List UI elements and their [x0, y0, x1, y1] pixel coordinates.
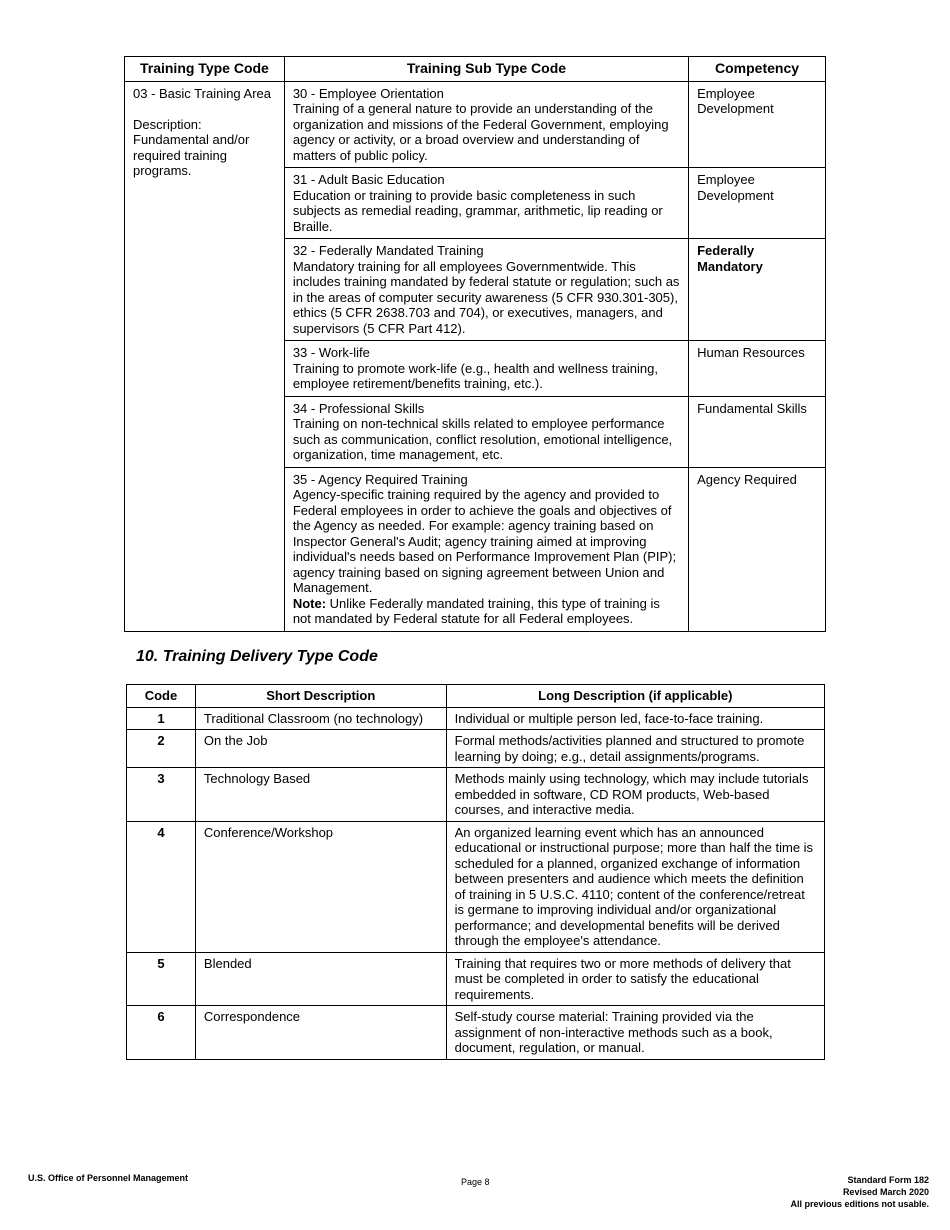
- short-description-cell: Conference/Workshop: [195, 821, 446, 952]
- sub-type-cell: [284, 81, 688, 168]
- table-row: [127, 952, 825, 1006]
- long-description-cell: Training that requires two or more methods of delivery that must be completed in order to satisfy the educational requirements.: [446, 952, 824, 1006]
- header-training-type-code: Training Type Code: [125, 57, 285, 82]
- code-cell: 1: [127, 707, 196, 730]
- short-description-cell: On the Job: [195, 730, 446, 768]
- type-code-desc-label: Description:: [133, 116, 202, 132]
- footer-page-number: Page 8: [461, 1177, 490, 1187]
- short-description-cell: Blended: [195, 952, 446, 1006]
- sub-type-cell: [284, 396, 688, 467]
- sub-type-desc: Training of a general nature to provide an understanding of the organization and missions of the Federal Government, employing agency or activity, or a broad overview and understanding of matters of public policy.: [292, 101, 669, 163]
- footer-revision: Revised March 2020: [842, 1187, 929, 1197]
- table-row: [127, 821, 825, 952]
- sub-type-desc: Training to promote work-life (e.g., health and wellness training, employee retirement/benefits training, etc.).: [292, 360, 658, 391]
- competency-cell: Fundamental Skills: [689, 396, 826, 467]
- short-description-cell: Correspondence: [195, 1006, 446, 1060]
- footer-form-info: [790, 1174, 929, 1210]
- table-row: [127, 730, 825, 768]
- long-description-cell: Individual or multiple person led, face-to-face training.: [446, 707, 824, 730]
- code-cell: 2: [127, 730, 196, 768]
- sub-type-cell: [284, 467, 688, 631]
- sub-type-title: 33 - Work-life: [292, 345, 370, 360]
- note-label: Note:: [292, 595, 327, 611]
- type-code-desc-text: Fundamental and/or required training programs.: [133, 132, 250, 178]
- long-description-cell: Formal methods/activities planned and structured to promote learning by doing; e.g., detail assignments/programs.: [446, 730, 824, 768]
- long-description-cell: An organized learning event which has an announced educational or instructional purpose; more than half the time is scheduled for a planned, organized exchange of information between presenters and audience which meets the definition of training in 5 U.S.C. 4110; content of the conference/retreat is germane to improving individual and/or organizational performance; and developmental benefits will be derived through the employee's attendance.: [446, 821, 824, 952]
- sub-type-title: 34 - Professional Skills: [292, 400, 425, 416]
- sub-type-cell: [284, 341, 688, 397]
- header-training-sub-type-code: Training Sub Type Code: [284, 57, 688, 82]
- section-heading: 10. Training Delivery Type Code: [136, 648, 378, 665]
- sub-type-desc: Education or training to provide basic completeness in such subjects as remedial reading, grammar, arithmetic, lip reading or Braille.: [292, 187, 663, 234]
- competency-cell: Federally Mandatory: [689, 239, 826, 341]
- code-cell: 4: [127, 821, 196, 952]
- competency-cell: Agency Required: [689, 467, 826, 631]
- training-type-table: [124, 56, 826, 632]
- sub-type-desc: Training on non-technical skills related to employee performance such as communication, conflict resolution, emotional intelligence, organization, time management, etc.: [292, 416, 673, 462]
- code-cell: 6: [127, 1006, 196, 1060]
- code-cell: 5: [127, 952, 196, 1006]
- sub-type-desc: Mandatory training for all employees Governmentwide. This includes training mandated by federal statute or regulation; such as in the areas of computer security awareness (5 CFR 930.301-305), ethics (5 CFR 2638.703 and 704), or executives, managers, and supervisors (5 CFR Part 412).: [292, 258, 680, 336]
- sub-type-title: 32 - Federally Mandated Training: [292, 243, 484, 258]
- note-text: Unlike Federally mandated training, this type of training is not mandated by Federal statute for all Federal employees.: [292, 595, 660, 626]
- header-short-description: Short Description: [195, 685, 446, 708]
- sub-type-cell: [284, 239, 688, 341]
- sub-type-desc: Agency-specific training required by the agency and provided to Federal employees in order to achieve the goals and objectives of the Agency as needed. For example: agency training based on Inspector General's Audit; agency training aimed at improving individual's needs based on Performance Improvement Plan (PIP); agency training based on signing agreement between Union and Management.: [292, 487, 677, 595]
- sub-type-cell: [284, 168, 688, 239]
- footer-editions-note: All previous editions not usable.: [790, 1199, 929, 1209]
- spacer: [133, 101, 276, 117]
- competency-cell: Employee Development: [689, 81, 826, 168]
- table-header-row: [125, 57, 826, 82]
- competency-cell: Human Resources: [689, 341, 826, 397]
- footer-agency: U.S. Office of Personnel Management: [28, 1173, 189, 1183]
- code-cell: 3: [127, 768, 196, 822]
- sub-type-title: 30 - Employee Orientation: [292, 85, 444, 101]
- header-code: Code: [127, 685, 196, 708]
- table-header-row: [127, 685, 825, 708]
- short-description-cell: Technology Based: [195, 768, 446, 822]
- header-competency: Competency: [689, 57, 826, 82]
- type-code-cell: [125, 81, 285, 631]
- note-line: [293, 596, 680, 627]
- long-description-cell: Self-study course material: Training provided via the assignment of non-interactive methods such as a book, document, regulation, or manual.: [446, 1006, 824, 1060]
- sub-type-title: 31 - Adult Basic Education: [292, 172, 445, 187]
- table-row: [127, 707, 825, 730]
- footer-form-name: Standard Form 182: [847, 1175, 929, 1185]
- header-long-description: Long Description (if applicable): [446, 685, 824, 708]
- delivery-type-table: [126, 684, 825, 1060]
- competency-cell: Employee Development: [689, 168, 826, 239]
- type-code-title: 03 - Basic Training Area: [133, 85, 272, 101]
- table-row: [125, 81, 826, 168]
- long-description-cell: Methods mainly using technology, which may include tutorials embedded in software, CD ROM products, Web-based courses, and interactive media.: [446, 768, 824, 822]
- short-description-cell: Traditional Classroom (no technology): [195, 707, 446, 730]
- table-row: [127, 768, 825, 822]
- table-row: [127, 1006, 825, 1060]
- sub-type-title: 35 - Agency Required Training: [292, 471, 468, 487]
